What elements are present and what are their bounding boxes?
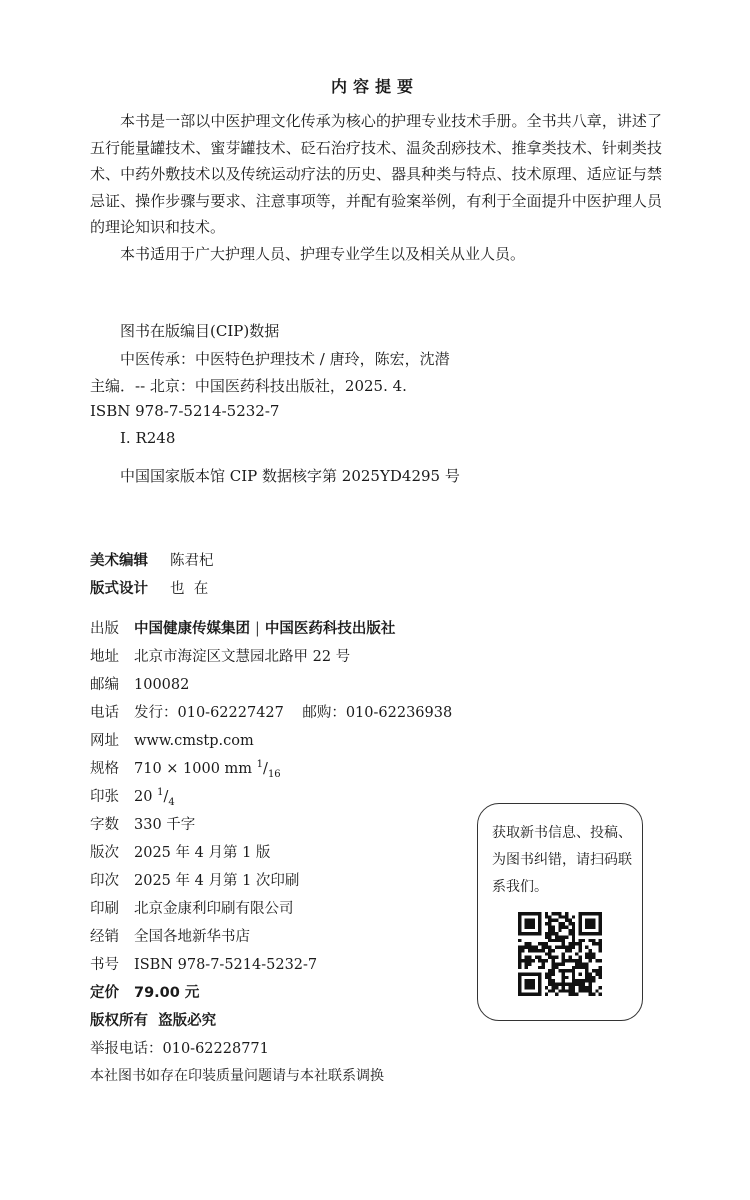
cip-line-1: 中医传承：中医特色护理技术 / 唐玲，陈宏，沈潜 — [120, 350, 450, 368]
copyright-notice: 版权所有 盗版必究 — [90, 1013, 217, 1029]
qr-code-icon[interactable] — [518, 912, 602, 996]
isbn-label: 书号 — [90, 957, 119, 973]
cip-line-4: Ⅰ. R248 — [120, 429, 176, 447]
website-value: www.cmstp.com — [134, 733, 254, 749]
price-label: 定价 — [90, 985, 119, 1001]
price-row — [90, 981, 199, 1002]
printer-value: 北京金康利印刷有限公司 — [134, 901, 294, 917]
credit-label: 美术编辑 — [90, 553, 148, 569]
cip-line-5: 中国国家版本馆 CIP 数据核字第 2025YD4295 号 — [120, 467, 460, 485]
format-denominator: 16 — [267, 768, 281, 780]
website-row — [90, 729, 254, 750]
qr-contact-text: 获取新书信息、投稿、为图书纠错，请扫码联系我们。 — [492, 825, 632, 895]
credit-layout-designer — [90, 577, 208, 598]
edition-row — [90, 841, 270, 862]
sheets-value: 20 — [134, 789, 153, 805]
publisher-group: 中国健康传媒集团 — [134, 621, 250, 637]
words-value: 330 千字 — [134, 817, 196, 833]
credit-value: 陈君杞 — [170, 553, 214, 569]
edition-value: 2025 年 4 月第 1 版 — [134, 845, 271, 861]
qr-contact-box — [477, 803, 643, 1021]
printer-row — [90, 897, 294, 918]
credit-label: 版式设计 — [90, 581, 148, 597]
postcode-value: 100082 — [134, 677, 190, 693]
summary-heading: 内容提要 — [330, 77, 419, 96]
words-row — [90, 813, 195, 834]
phone-row — [90, 701, 452, 722]
distributor-row — [90, 925, 250, 946]
isbn-value: ISBN 978-7-5214-5232-7 — [134, 957, 318, 973]
distributor-value: 全国各地新华书店 — [134, 929, 250, 945]
summary-paragraph-2: 本书适用于广大护理人员、护理专业学生以及相关从业人员。 — [120, 244, 526, 263]
publisher-separator: | — [255, 621, 260, 637]
quality-note: 本社图书如存在印装质量问题请与本社联系调换 — [90, 1068, 384, 1084]
credit-art-editor — [90, 549, 214, 570]
cip-line-3: ISBN 978-7-5214-5232-7 — [90, 402, 280, 420]
format-label: 规格 — [90, 761, 119, 777]
printing-label: 印次 — [90, 873, 119, 889]
sheets-denominator: 4 — [168, 796, 175, 808]
postcode-label: 邮编 — [90, 677, 119, 693]
summary-paragraph-1: 本书是一部以中医护理文化传承为核心的护理专业技术手册。全书共八章，讲述了五行能量罐技术、蜜芽罐技术、砭石治疗技术、温灸刮痧技术、推拿类技术、针刺类技术、中药外敷技术以及传统运动疗法的历史、器具种类与特点、技术原理、适应证与禁忌证、操作步骤与要求、注意事项等，并配有验案举例，有利于全面提升中医护理人员的理论知识和技术。 — [90, 112, 662, 236]
printing-value: 2025 年 4 月第 1 次印刷 — [134, 873, 300, 889]
address-value: 北京市海淀区文慧园北路甲 22 号 — [134, 649, 351, 665]
printer-label: 印刷 — [90, 901, 119, 917]
website-label: 网址 — [90, 733, 119, 749]
words-label: 字数 — [90, 817, 119, 833]
format-value: 710 × 1000 mm — [134, 761, 253, 777]
isbn-row — [90, 953, 317, 974]
phone-value: 发行：010-62227427 邮购：010-62236938 — [134, 705, 453, 721]
printing-row — [90, 869, 299, 890]
address-label: 地址 — [90, 649, 119, 665]
phone-label: 电话 — [90, 705, 119, 721]
sheets-label: 印张 — [90, 789, 119, 805]
sheets-numerator: 1 — [157, 787, 164, 799]
format-row: 规格 710 × 1000 mm $^1/_{16}$ — [90, 757, 281, 780]
format-numerator: 1 — [256, 759, 264, 771]
summary-body — [90, 108, 662, 267]
publisher-name: 中国医药科技出版社 — [264, 621, 396, 637]
credit-value: 也 在 — [170, 581, 209, 597]
report-phone: 举报电话：010-62228771 — [90, 1041, 269, 1057]
publisher-row — [90, 617, 395, 638]
price-value: 79.00 元 — [134, 985, 200, 1001]
edition-label: 版次 — [90, 845, 119, 861]
cip-title: 图书在版编目(CIP)数据 — [120, 322, 280, 340]
cip-line-2: 主编．-- 北京：中国医药科技出版社，2025. 4. — [90, 377, 407, 395]
postcode-row — [90, 673, 189, 694]
sheets-row: 印张 20 $^1/_4$ — [90, 785, 175, 808]
publisher-label: 出版 — [90, 621, 119, 637]
address-row — [90, 645, 350, 666]
distributor-label: 经销 — [90, 929, 119, 945]
